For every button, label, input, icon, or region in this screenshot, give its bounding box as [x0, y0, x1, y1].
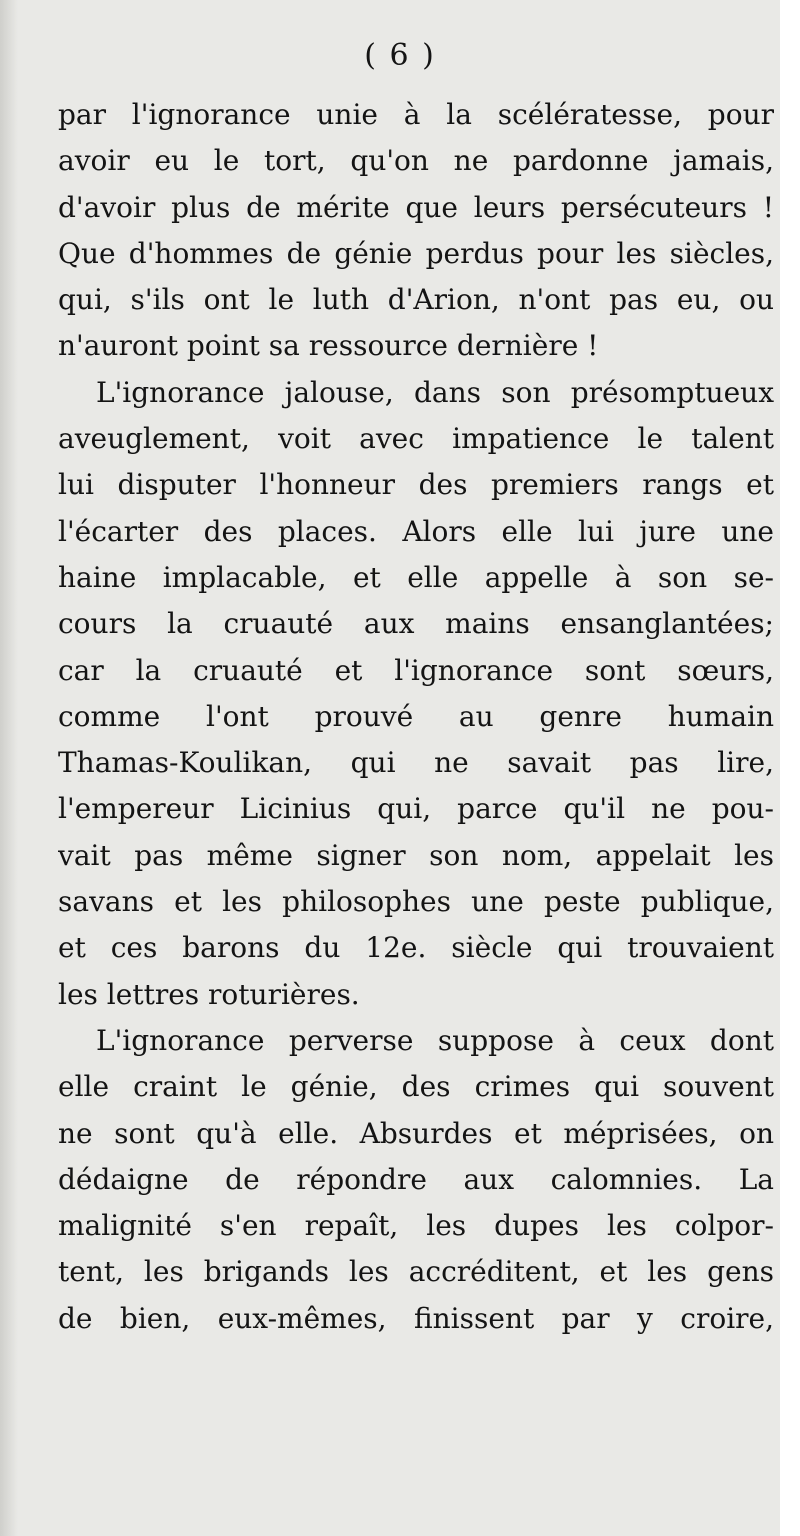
text-line: qui, s'ils ont le luth d'Arion, n'ont pas eu, ou	[58, 283, 774, 317]
text-line: malignité s'en repaît, les dupes les colpor-	[58, 1209, 774, 1243]
text-line: l'écarter des places. Alors elle lui jure une	[58, 514, 774, 548]
text-line: haine implacable, et elle appelle à son se-	[58, 560, 774, 594]
text-line: L'ignorance perverse suppose à ceux dont	[96, 1023, 774, 1057]
text-line: aveuglement, voit avec impatience le talent	[58, 422, 774, 456]
text-line: l'empereur Licinius qui, parce qu'il ne pou-	[58, 792, 774, 826]
text-line: cours la cruauté aux mains ensanglantées;	[58, 607, 774, 641]
text-line: lui disputer l'honneur des premiers rangs et	[58, 468, 774, 502]
page-number: ( 6 )	[364, 38, 436, 73]
text-line: elle craint le génie, des crimes qui souvent	[58, 1070, 774, 1104]
text-line: n'auront point sa ressource dernière !	[58, 329, 599, 363]
text-line: avoir eu le tort, qu'on ne pardonne jamais,	[58, 144, 774, 178]
body-text	[58, 92, 774, 1342]
text-line: d'avoir plus de mérite que leurs persécuteurs !	[58, 190, 774, 224]
scan-right-margin	[780, 0, 800, 1536]
text-line: car la cruauté et l'ignorance sont sœurs,	[58, 653, 774, 687]
text-line: savans et les philosophes une peste publique,	[58, 885, 774, 919]
text-line: par l'ignorance unie à la scélératesse, pour	[58, 98, 774, 131]
text-line: vait pas même signer son nom, appelait les	[58, 838, 774, 872]
paragraph-3	[58, 1018, 774, 1342]
text-line: Que d'hommes de génie perdus pour les siècles,	[58, 236, 774, 270]
text-line: ne sont qu'à elle. Absurdes et méprisées, on	[58, 1116, 774, 1150]
text-line: Thamas-Koulikan, qui ne savait pas lire,	[58, 746, 774, 780]
text-line: tent, les brigands les accréditent, et les gens	[58, 1255, 774, 1289]
text-line: de bien, eux-mêmes, finissent par y croire,	[58, 1301, 774, 1335]
page-gutter-shadow	[0, 0, 18, 1536]
text-line: dédaigne de répondre aux calomnies. La	[58, 1162, 774, 1196]
paragraph-2	[58, 370, 774, 1018]
text-line: L'ignorance jalouse, dans son présomptueux	[96, 375, 774, 409]
text-line: les lettres roturières.	[58, 977, 360, 1011]
paragraph-1	[58, 92, 774, 370]
text-line: comme l'ont prouvé au genre humain	[58, 699, 774, 733]
text-line: et ces barons du 12e. siècle qui trouvaient	[58, 931, 774, 965]
